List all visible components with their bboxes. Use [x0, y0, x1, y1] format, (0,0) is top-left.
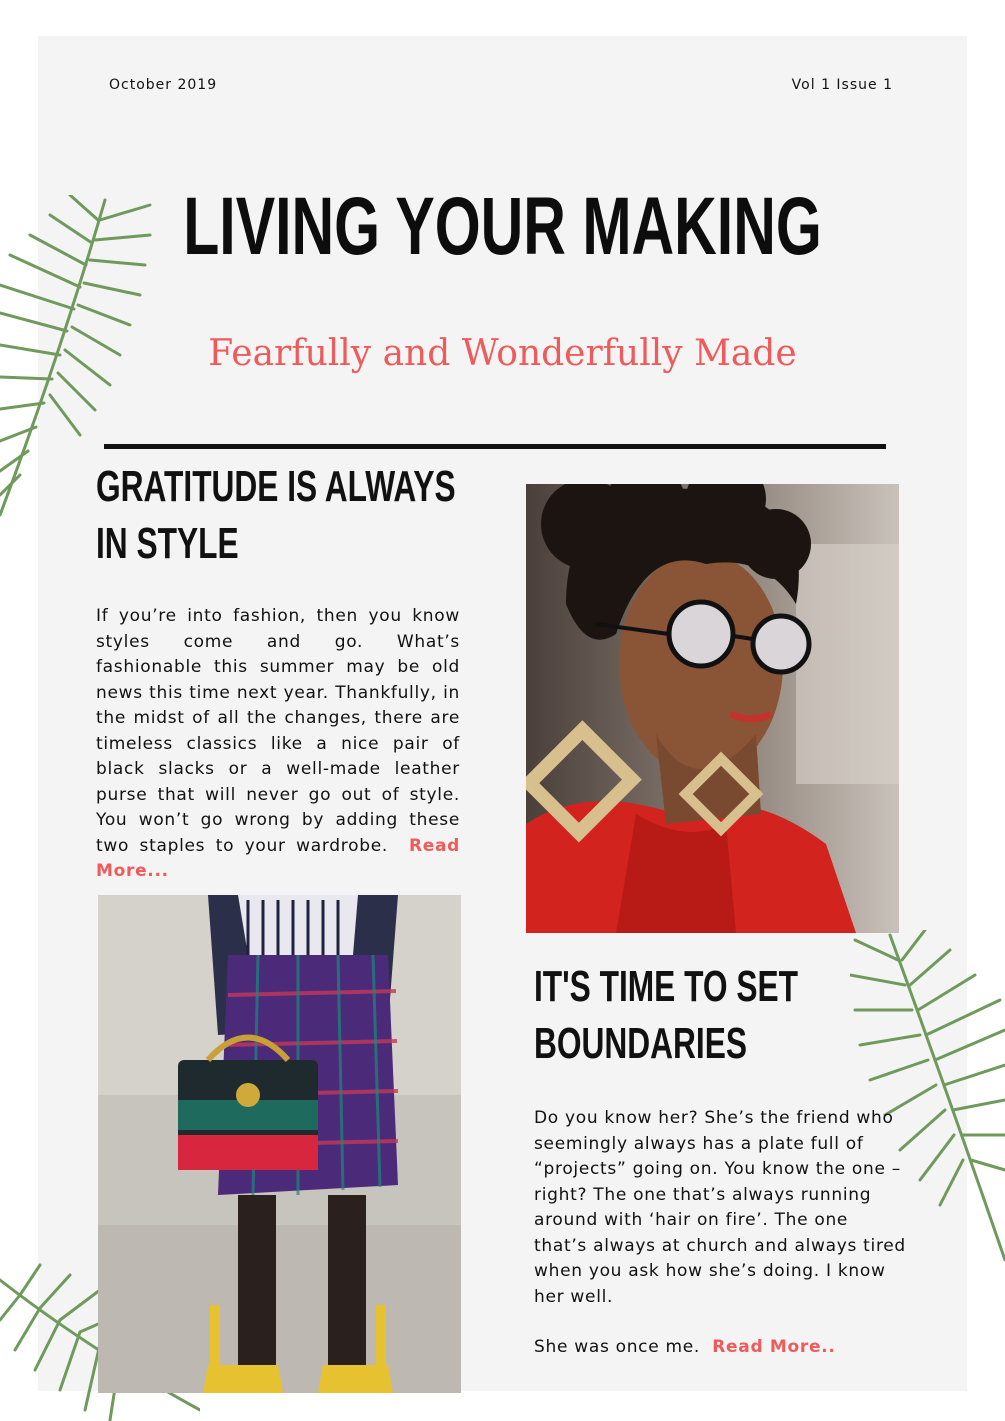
issue-number: Vol 1 Issue 1	[791, 77, 893, 93]
issue-date: October 2019	[109, 77, 218, 93]
outfit-photo	[98, 895, 461, 1393]
divider-rule	[104, 444, 886, 449]
article2-read-more-link[interactable]: Read More..	[712, 1337, 836, 1357]
article2-closing-text: She was once me.	[534, 1337, 701, 1357]
masthead-title: LIVING YOUR MAKING	[183, 181, 822, 272]
article1-read-more-link[interactable]: Read More...	[96, 835, 460, 881]
article2-headline-line1: IT'S TIME TO SET	[534, 962, 798, 1011]
article2-text: Do you know her? She’s the friend who seemingly always has a plate full of “projects” going on. You know the one – right? The one that’s always running around with ‘hair on fire’. The one that’s always at church and always tired when you ask how she’s doing. I know her well.	[534, 1108, 906, 1307]
portrait-photo	[526, 484, 899, 933]
article2-closing-line	[534, 1335, 906, 1361]
article1-headline-line2: IN STYLE	[96, 519, 239, 568]
article1-headline	[96, 458, 456, 572]
article1-body	[96, 604, 460, 885]
article2-headline	[534, 958, 798, 1072]
article1-headline-line1: GRATITUDE IS ALWAYS	[96, 462, 456, 511]
article2-body	[534, 1106, 906, 1361]
masthead-subtitle: Fearfully and Wonderfully Made	[208, 333, 797, 374]
article1-text: If you’re into fashion, then you know styles come and go. What’s fashionable this summer may be old news this time next year. Thankfully, in the midst of all the changes, there are timeless classics like a nice pair of black slacks or a well-made leather purse that will never go out of style. You won’t go wrong by adding these two staples to your wardrobe.	[96, 606, 460, 856]
article2-headline-line2: BOUNDARIES	[534, 1019, 747, 1068]
